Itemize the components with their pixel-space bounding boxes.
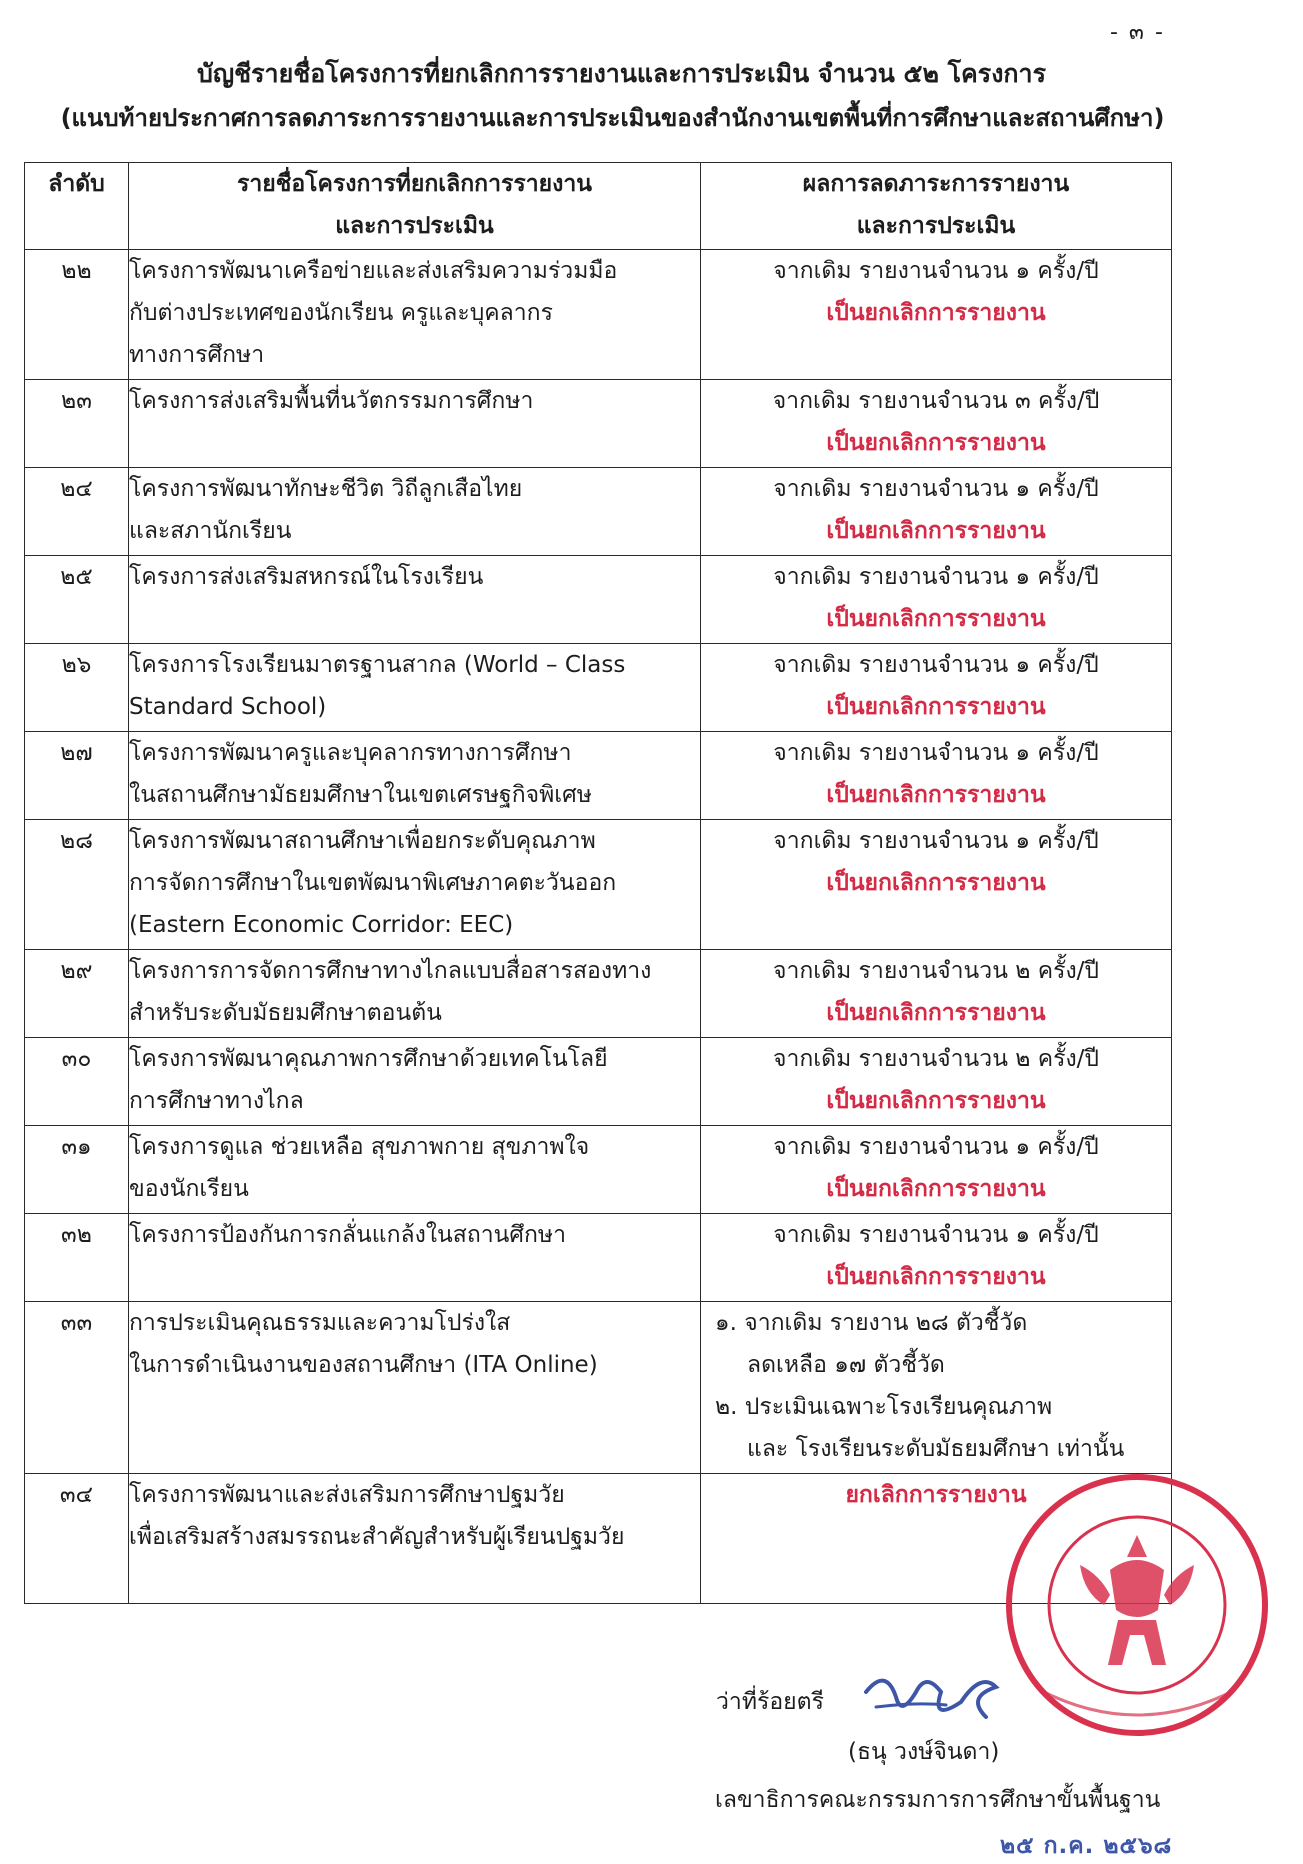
project-name-line: การประเมินคุณธรรมและความโปร่งใส [129, 1310, 511, 1336]
project-name-line: โครงการพัฒนาสถานศึกษาเพื่อยกระดับคุณภาพ [129, 828, 596, 854]
project-name-cell [129, 950, 701, 1038]
project-name-cell [129, 468, 701, 556]
result-cell [701, 1126, 1172, 1214]
result-cancelled: เป็นยกเลิกการรายงาน [826, 694, 1046, 720]
result-original: จากเดิม รายงานจำนวน ๒ ครั้ง/ปี [772, 958, 1100, 984]
header-result [701, 163, 1172, 250]
result-cell [701, 1214, 1172, 1302]
project-name-cell [129, 1474, 701, 1604]
project-name-line: Standard School) [129, 694, 327, 720]
project-name-line: เพื่อเสริมสร้างสมรรถนะสำคัญสำหรับผู้เรียนปฐมวัย [129, 1524, 625, 1550]
result-cancelled: เป็นยกเลิกการรายงาน [826, 1088, 1046, 1114]
result-cancelled: เป็นยกเลิกการรายงาน [826, 300, 1046, 326]
result-cancelled: เป็นยกเลิกการรายงาน [826, 782, 1046, 808]
official-seal-stamp [1000, 1470, 1275, 1740]
header-result-line: และการประเมิน [856, 213, 1016, 239]
project-name-line: โครงการพัฒนาทักษะชีวิต วิถีลูกเสือไทย [129, 476, 523, 502]
title-line-2: (แนบท้ายประกาศการลดภาระการรายงานและการประเมินของสำนักงานเขตพื้นที่การศึกษาและสถานศึกษา) [60, 104, 1165, 132]
table-header-row [25, 163, 1172, 250]
header-project-name [129, 163, 701, 250]
table-row [25, 1214, 1172, 1302]
result-cancelled: เป็นยกเลิกการรายงาน [826, 606, 1046, 632]
project-name-line: โครงการพัฒนาเครือข่ายและส่งเสริมความร่วมมือ [129, 258, 618, 284]
row-number: ๓๓ [25, 1302, 129, 1474]
handwritten-signature [856, 1662, 1016, 1732]
signer-position: เลขาธิการคณะกรรมการการศึกษาขั้นพื้นฐาน [715, 1787, 1161, 1813]
result-cell [701, 380, 1172, 468]
project-name-cell [129, 644, 701, 732]
result-original: จากเดิม รายงานจำนวน ๑ ครั้ง/ปี [773, 828, 1099, 854]
signer-rank: ว่าที่ร้อยตรี [716, 1689, 824, 1715]
project-name-line: โครงการพัฒนาคุณภาพการศึกษาด้วยเทคโนโลยี [129, 1046, 608, 1072]
table-row [25, 820, 1172, 950]
project-name-line: โครงการโรงเรียนมาตรฐานสากล (World – Class [129, 652, 626, 678]
result-original: จากเดิม รายงานจำนวน ๑ ครั้ง/ปี [773, 1222, 1099, 1248]
project-name-cell [129, 820, 701, 950]
result-cancelled: เป็นยกเลิกการรายงาน [826, 1176, 1046, 1202]
result-original: จากเดิม รายงานจำนวน ๑ ครั้ง/ปี [773, 564, 1099, 590]
header-no: ลำดับ [25, 163, 129, 250]
row-number: ๓๑ [25, 1126, 129, 1214]
row-number: ๒๘ [25, 820, 129, 950]
project-name-line: โครงการพัฒนาและส่งเสริมการศึกษาปฐมวัย [129, 1482, 565, 1508]
result-cancelled: เป็นยกเลิกการรายงาน [826, 518, 1046, 544]
result-original: จากเดิม รายงานจำนวน ๑ ครั้ง/ปี [773, 1134, 1099, 1160]
result-cancelled: เป็นยกเลิกการรายงาน [826, 870, 1046, 896]
result-original: จากเดิม รายงานจำนวน ๑ ครั้ง/ปี [773, 258, 1099, 284]
project-name-cell [129, 1214, 701, 1302]
project-name-cell [129, 732, 701, 820]
result-original: จากเดิม รายงานจำนวน ๑ ครั้ง/ปี [773, 476, 1099, 502]
result-cell [701, 556, 1172, 644]
result-cell [701, 820, 1172, 950]
signer-name: (ธนุ วงษ์จินดา) [848, 1739, 1000, 1765]
project-name-cell [129, 380, 701, 468]
project-name-cell [129, 1126, 701, 1214]
result-original: จากเดิม รายงานจำนวน ๓ ครั้ง/ปี [772, 388, 1100, 414]
signature-date: ๒๕ ก.ค. ๒๕๖๘ [1000, 1833, 1173, 1859]
project-name-line: โครงการส่งเสริมสหกรณ์ในโรงเรียน [129, 564, 484, 590]
result-original: จากเดิม รายงานจำนวน ๑ ครั้ง/ปี [773, 652, 1099, 678]
project-name-cell [129, 556, 701, 644]
project-name-line: โครงการการจัดการศึกษาทางไกลแบบสื่อสารสองทาง [129, 958, 652, 984]
row-number: ๓๐ [25, 1038, 129, 1126]
result-line: ลดเหลือ ๑๗ ตัวชี้วัด [747, 1352, 945, 1378]
project-name-line: โครงการป้องกันการกลั่นแกล้งในสถานศึกษา [129, 1222, 566, 1248]
result-original: จากเดิม รายงานจำนวน ๑ ครั้ง/ปี [773, 740, 1099, 766]
result-line: และ โรงเรียนระดับมัธยมศึกษา เท่านั้น [747, 1436, 1125, 1462]
table-row [25, 556, 1172, 644]
table-row [25, 644, 1172, 732]
row-number: ๓๔ [25, 1474, 129, 1604]
project-name-cell [129, 1302, 701, 1474]
title-line-1: บัญชีรายชื่อโครงการที่ยกเลิกการรายงานและการประเมิน จำนวน ๕๒ โครงการ [196, 59, 1047, 88]
result-cell [701, 250, 1172, 380]
project-name-line: โครงการดูแล ช่วยเหลือ สุขภาพกาย สุขภาพใจ [129, 1134, 590, 1160]
table-row [25, 1038, 1172, 1126]
result-cancelled: เป็นยกเลิกการรายงาน [826, 1000, 1046, 1026]
table-row [25, 468, 1172, 556]
project-name-line: และสภานักเรียน [129, 518, 292, 544]
result-line: ๑. จากเดิม รายงาน ๒๘ ตัวชี้วัด [715, 1310, 1028, 1336]
row-number: ๒๗ [25, 732, 129, 820]
document-title [0, 52, 1303, 140]
result-cancelled: เป็นยกเลิกการรายงาน [826, 1264, 1046, 1290]
project-name-line: ในการดำเนินงานของสถานศึกษา (ITA Online) [129, 1352, 598, 1378]
project-name-line: (Eastern Economic Corridor: EEC) [129, 912, 514, 938]
project-name-line: การศึกษาทางไกล [129, 1088, 304, 1114]
project-name-line: ทางการศึกษา [129, 342, 265, 368]
project-name-line: ในสถานศึกษามัธยมศึกษาในเขตเศรษฐกิจพิเศษ [129, 782, 592, 808]
page-number: - ๓ - [1110, 20, 1165, 45]
project-table [24, 162, 1172, 1604]
project-name-cell [129, 250, 701, 380]
row-number: ๒๙ [25, 950, 129, 1038]
result-cell [701, 732, 1172, 820]
result-cell [701, 950, 1172, 1038]
table-row [25, 380, 1172, 468]
result-line: ๒. ประเมินเฉพาะโรงเรียนคุณภาพ [715, 1394, 1053, 1420]
table-row [25, 1126, 1172, 1214]
row-number: ๒๓ [25, 380, 129, 468]
result-cell [701, 468, 1172, 556]
row-number: ๒๖ [25, 644, 129, 732]
row-number: ๒๒ [25, 250, 129, 380]
result-cell [701, 1302, 1172, 1474]
result-cancelled: เป็นยกเลิกการรายงาน [826, 430, 1046, 456]
project-name-line: ของนักเรียน [129, 1176, 249, 1202]
row-number: ๓๒ [25, 1214, 129, 1302]
project-name-line: การจัดการศึกษาในเขตพัฒนาพิเศษภาคตะวันออก [129, 870, 617, 896]
project-name-line: โครงการส่งเสริมพื้นที่นวัตกรรมการศึกษา [129, 388, 534, 414]
header-result-line: ผลการลดภาระการรายงาน [802, 171, 1070, 197]
project-name-cell [129, 1038, 701, 1126]
row-number: ๒๔ [25, 468, 129, 556]
project-name-line: โครงการพัฒนาครูและบุคลากรทางการศึกษา [129, 740, 572, 766]
project-name-line: กับต่างประเทศของนักเรียน ครูและบุคลากร [129, 300, 553, 326]
result-cell [701, 644, 1172, 732]
table-row [25, 950, 1172, 1038]
result-cancelled: ยกเลิกการรายงาน [845, 1482, 1027, 1508]
project-name-line: สำหรับระดับมัธยมศึกษาตอนต้น [129, 1000, 442, 1026]
table-row [25, 250, 1172, 380]
table-row [25, 1302, 1172, 1474]
table-row [25, 732, 1172, 820]
header-name-line: รายชื่อโครงการที่ยกเลิกการรายงาน [237, 171, 592, 197]
header-name-line: และการประเมิน [335, 213, 494, 239]
row-number: ๒๕ [25, 556, 129, 644]
result-original: จากเดิม รายงานจำนวน ๒ ครั้ง/ปี [772, 1046, 1100, 1072]
result-cell [701, 1038, 1172, 1126]
